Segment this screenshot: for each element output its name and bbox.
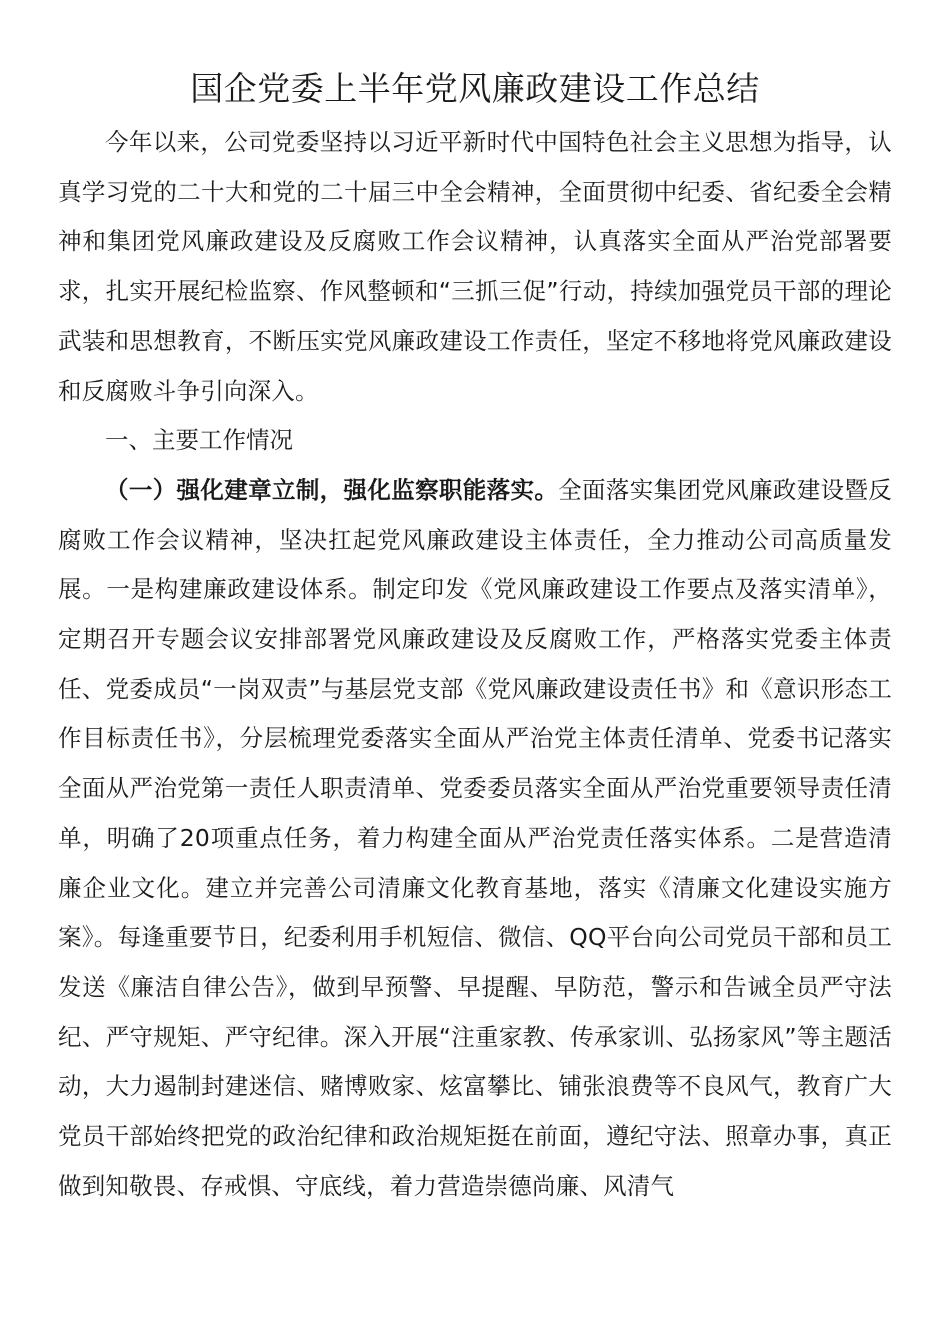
section-heading: 一、主要工作情况 (105, 426, 293, 455)
document-page (58, 60, 892, 1211)
subsection-title: （一）强化建章立制，强化监察职能落实。 (105, 475, 559, 504)
intro-paragraph: 今年以来，公司党委坚持以习近平新时代中国特色社会主义思想为指导，认真学习党的二十大和党的二十届三中全会精神，全面贯彻中纪委、省纪委全会精神和集团党风廉政建设及反腐败工作会议精神，认真落实全面从严治党部署要求，扎实开展纪检监察、作风整顿和“三抓三促”行动，持续加强党员干部的理论武装和思想教育，不断压实党风廉政建设工作责任，坚定不移地将党风廉政建设和反腐败斗争引向深入。 (58, 128, 892, 405)
document-title: 国企党委上半年党风廉政建设工作总结 (190, 69, 760, 108)
subsection-body: 全面落实集团党风廉政建设暨反腐败工作会议精神，坚决扛起党风廉政建设主体责任，全力推动公司高质量发展。一是构建廉政建设体系。制定印发《党风廉政建设工作要点及落实清单》，定期召开专题会议安排部署党风廉政建设及反腐败工作，严格落实党委主体责任、党委成员“一岗双责”与基层党支部《党风廉政建设责任书》和《意识形态工作目标责任书》，分层梳理党委落实全面从严治党主体责任清单、党委书记落实全面从严治党第一责任人职责清单、党委委员落实全面从严治党重要领导责任清单，明确了20项重点任务，着力构建全面从严治党责任落实体系。二是营造清廉企业文化。建立并完善公司清廉文化教育基地，落实《清廉文化建设实施方案》。每逢重要节日，纪委利用手机短信、微信、QQ平台向公司党员干部和员工发送《廉洁自律公告》，做到早预警、早提醒、早防范，警示和告诫全员严守法纪、严守规矩、严守纪律。深入开展“注重家教、传承家训、弘扬家风”等主题活动，大力遏制封建迷信、赌博败家、炫富攀比、铺张浪费等不良风气，教育广大党员干部始终把党的政治纪律和政治规矩挺在前面，遵纪守法、照章办事，真正做到知敬畏、存戒惧、守底线，着力营造崇德尚廉、风清气 (58, 475, 892, 1200)
subsection-paragraph (58, 466, 892, 1212)
